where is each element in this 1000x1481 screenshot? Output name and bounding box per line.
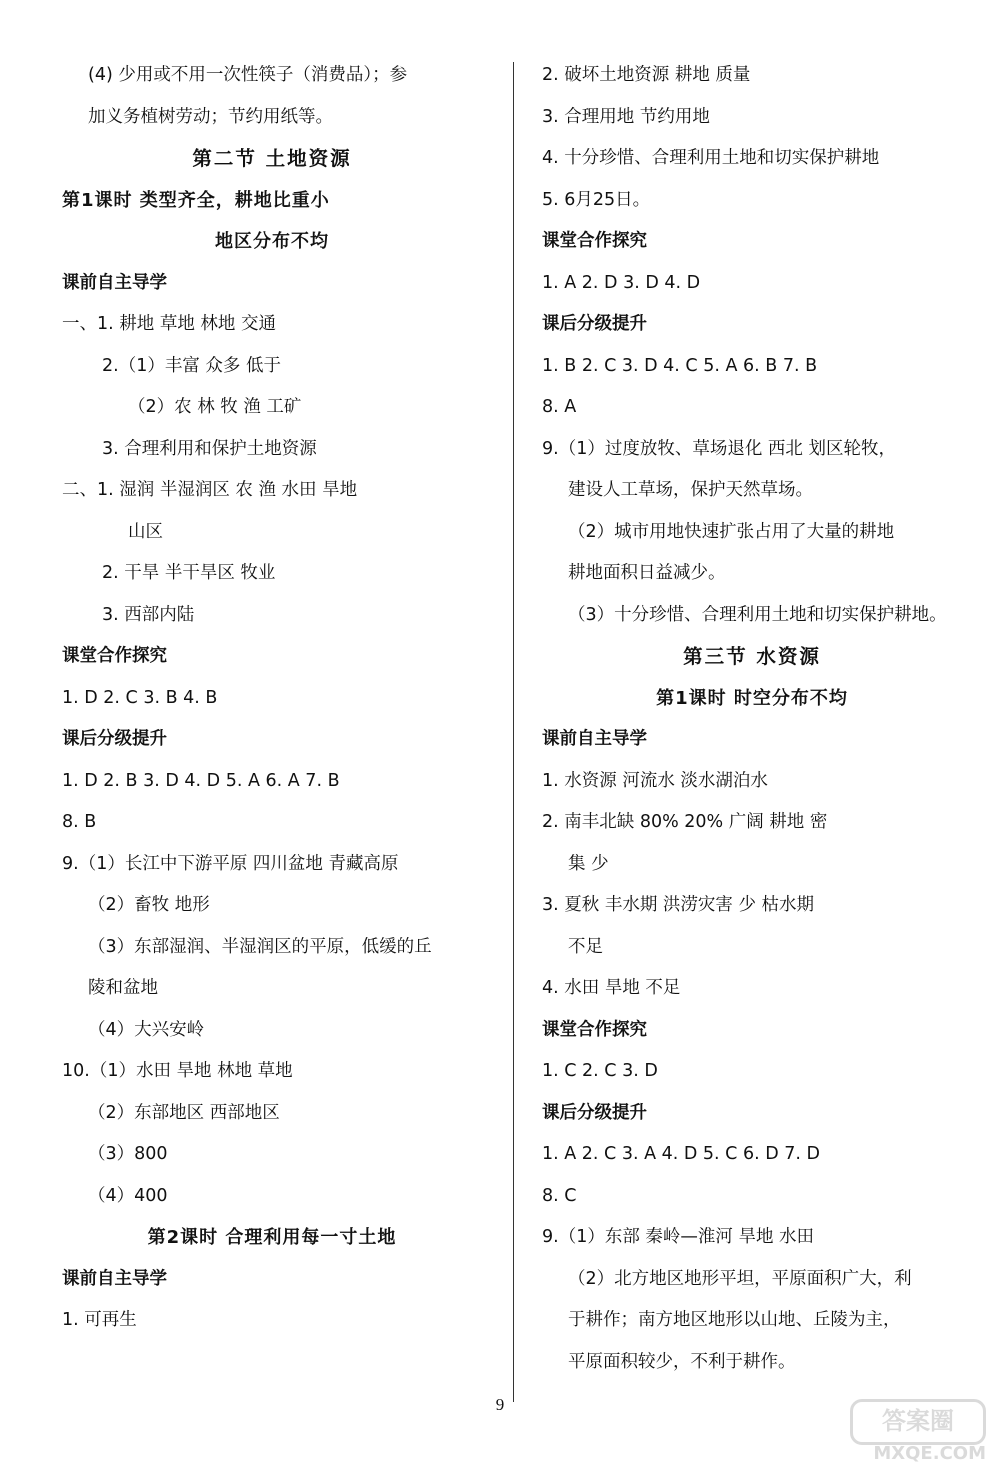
answer-line: 1. B 2. C 3. D 4. C 5. A 6. B 7. B (542, 355, 818, 376)
answer-line: 集 少 (568, 853, 609, 874)
answer-line: 不足 (568, 936, 603, 957)
answer-line: 耕地面积日益减少。 (568, 563, 726, 583)
subsection-heading: 课后分级提升 (542, 1102, 647, 1123)
answer-line: 建设人工草场，保护天然草场。 (568, 480, 813, 500)
right-column (542, 55, 962, 1383)
column-divider (513, 62, 514, 1402)
answer-line: 8. A (542, 397, 577, 417)
answer-line: （3）东部湿润、半湿润区的平原，低缓的丘 (88, 936, 432, 957)
answer-line: 山区 (128, 521, 163, 542)
answer-line: （3）800 (88, 1144, 168, 1164)
left-column (62, 55, 482, 1342)
answer-line: 1. 可再生 (62, 1310, 137, 1330)
answer-line: 5. 6月25日。 (542, 189, 651, 210)
answer-line: 3. 西部内陆 (102, 604, 195, 625)
section-title: 第三节 水资源 (683, 645, 821, 668)
lesson-title: 第1课时 类型齐全，耕地比重小 (62, 189, 330, 211)
answer-line: 9.（1）长江中下游平原 四川盆地 青藏高原 (62, 853, 399, 874)
answer-line: 3. 合理用地 节约用地 (542, 106, 710, 127)
answer-line: (4) 少用或不用一次性筷子（消费品）；参 (88, 65, 408, 85)
subsection-heading: 课堂合作探究 (542, 1019, 647, 1040)
answer-line: 10.（1）水田 旱地 林地 草地 (62, 1061, 293, 1081)
answer-line: （2）畜牧 地形 (88, 895, 210, 915)
answer-line: 平原面积较少，不利于耕作。 (568, 1351, 796, 1372)
answer-line: 1. 水资源 河流水 淡水湖泊水 (542, 770, 768, 791)
answer-line: 1. D 2. C 3. B 4. B (62, 687, 218, 708)
subsection-heading: 课前自主导学 (62, 1268, 167, 1289)
answer-line: 2. 南丰北缺 80% 20% 广阔 耕地 密 (542, 812, 828, 832)
answer-line: （2）农 林 牧 渔 工矿 (128, 397, 302, 417)
answer-line: 4. 水田 旱地 不足 (542, 978, 681, 998)
answer-line: 1. A 2. D 3. D 4. D (542, 272, 701, 293)
answer-line: 1. A 2. C 3. A 4. D 5. C 6. D 7. D (542, 1144, 821, 1164)
answer-line: 2. 破坏土地资源 耕地 质量 (542, 65, 751, 85)
answer-line: 9.（1）过度放牧、草场退化 西北 划区轮牧， (542, 438, 896, 459)
lesson-title: 第1课时 时空分布不均 (656, 687, 848, 709)
answer-line: 二、1. 湿润 半湿润区 农 渔 水田 旱地 (62, 480, 358, 500)
subsection-heading: 课后分级提升 (62, 729, 167, 749)
subsection-heading: 课前自主导学 (542, 729, 647, 749)
answer-line: 8. C (542, 1185, 577, 1206)
answer-line: 陵和盆地 (88, 978, 158, 998)
answer-line: 2. 干旱 半干旱区 牧业 (102, 563, 276, 583)
subsection-heading: 课堂合作探究 (62, 646, 167, 666)
answer-line: 4. 十分珍惜、合理利用土地和切实保护耕地 (542, 148, 880, 168)
section-title: 第二节 土地资源 (192, 147, 352, 170)
watermark-logo (836, 1399, 986, 1469)
answer-line: 3. 合理利用和保护土地资源 (102, 438, 317, 459)
answer-line: 于耕作；南方地区地形以山地、丘陵为主， (568, 1310, 901, 1330)
page-number: 9 (495, 1395, 505, 1414)
lesson-title: 地区分布不均 (215, 231, 329, 252)
answer-line: 2.（1）丰富 众多 低于 (102, 355, 281, 376)
subsection-heading: 课后分级提升 (542, 314, 647, 334)
answer-line: （2）北方地区地形平坦，平原面积广大，利 (568, 1268, 912, 1289)
answer-line: （4）400 (88, 1185, 168, 1206)
answer-line: 3. 夏秋 丰水期 洪涝灾害 少 枯水期 (542, 895, 815, 915)
answer-line: （4）大兴安岭 (88, 1019, 205, 1040)
lesson-title: 第2课时 合理利用每一寸土地 (147, 1227, 397, 1248)
watermark-site: MXQE.COM (873, 1443, 986, 1464)
answer-line: （3）十分珍惜、合理利用土地和切实保护耕地。 (568, 604, 947, 625)
answer-line: 加义务植树劳动；节约用纸等。 (88, 106, 333, 127)
answer-line: 9.（1）东部 秦岭—淮河 旱地 水田 (542, 1227, 815, 1247)
subsection-heading: 课堂合作探究 (542, 231, 647, 251)
answer-line: （2）城市用地快速扩张占用了大量的耕地 (568, 521, 895, 542)
answer-line: 1. D 2. B 3. D 4. D 5. A 6. A 7. B (62, 770, 340, 791)
answer-line: 8. B (62, 812, 97, 832)
watermark-title: 答案圈 (850, 1399, 986, 1445)
answer-line: 1. C 2. C 3. D (542, 1061, 658, 1081)
answer-line: 一、1. 耕地 草地 林地 交通 (62, 314, 276, 334)
subsection-heading: 课前自主导学 (62, 272, 167, 293)
answer-line: （2）东部地区 西部地区 (88, 1102, 280, 1123)
